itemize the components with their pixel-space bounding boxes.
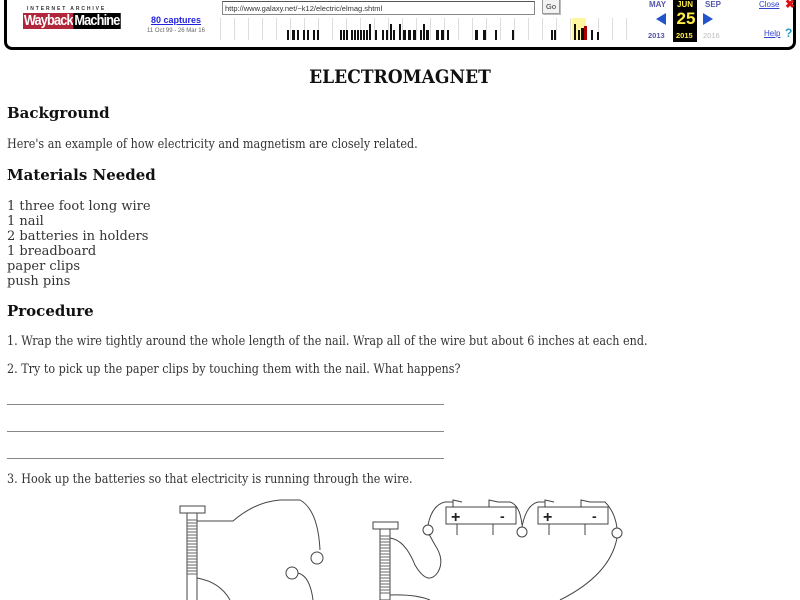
captures-range: 11 Oct 99 - 26 Mar 16 — [147, 28, 205, 34]
page-title: ELECTROMAGNET — [309, 66, 491, 88]
wordmark-wayback: Wayback — [23, 12, 73, 29]
close-icon[interactable]: ✖ — [785, 0, 796, 11]
procedure-step-2: 2. Try to pick up the paper clips by touching them with the nail. What happens? — [7, 362, 461, 377]
url-input[interactable]: http://www.galaxy.net/~k12/electric/elmag.shtml — [222, 1, 535, 15]
list-item: 1 breadboard — [7, 244, 97, 259]
materials-list — [7, 199, 151, 289]
go-button[interactable]: Go — [542, 0, 560, 14]
background-text: Here's an example of how electricity and magnetism are closely related. — [7, 137, 418, 152]
current-year: 2015 — [676, 31, 693, 40]
current-day: 25 — [676, 9, 696, 28]
svg-text:+: + — [543, 509, 553, 526]
capture-sparkline[interactable] — [220, 18, 640, 40]
svg-text:+: + — [451, 509, 461, 526]
next-year-label: 2016 — [703, 31, 720, 40]
procedure-step-1: 1. Wrap the wire tightly around the whole length of the nail. Wrap all of the wire but about 6 inches at each end. — [7, 334, 648, 349]
close-link[interactable]: Close — [759, 0, 780, 9]
list-item: 2 batteries in holders — [7, 229, 149, 244]
captures-info — [135, 15, 217, 34]
nail-left-icon — [180, 506, 205, 600]
help-icon[interactable]: ? — [785, 26, 793, 40]
wayback-logo[interactable] — [19, 4, 120, 36]
list-item: 1 three foot long wire — [7, 199, 151, 214]
prev-month-link[interactable]: MAY — [649, 0, 667, 9]
procedure-step-3: 3. Hook up the batteries so that electricity is running through the wire. — [7, 472, 413, 487]
answer-line — [7, 431, 444, 432]
prev-year-link[interactable]: 2013 — [648, 31, 665, 40]
materials-heading: Materials Needed — [7, 166, 156, 184]
list-item: paper clips — [7, 259, 81, 274]
answer-line — [7, 404, 444, 405]
list-item: 1 nail — [7, 214, 44, 229]
internet-archive-label: INTERNET ARCHIVE — [27, 6, 107, 12]
list-item: push pins — [7, 274, 71, 289]
background-heading: Background — [7, 104, 110, 122]
next-capture-arrow-icon[interactable] — [703, 13, 713, 25]
next-month-link[interactable]: SEP — [705, 0, 722, 9]
prev-capture-arrow-icon[interactable] — [656, 13, 666, 25]
current-month: JUN — [677, 0, 694, 9]
answer-line — [7, 458, 444, 459]
captures-link[interactable]: 80 captures — [150, 15, 202, 25]
nail-right-icon — [373, 522, 398, 600]
wayback-machine-wordmark — [23, 13, 120, 29]
svg-text:-: - — [592, 508, 597, 524]
help-link[interactable]: Help — [764, 29, 781, 38]
svg-text:-: - — [500, 508, 505, 524]
capture-calendar — [639, 0, 739, 44]
procedure-heading: Procedure — [7, 302, 94, 320]
wayback-toolbar — [4, 0, 796, 50]
electromagnet-diagram — [160, 490, 640, 600]
wordmark-machine: Machine — [74, 12, 120, 29]
